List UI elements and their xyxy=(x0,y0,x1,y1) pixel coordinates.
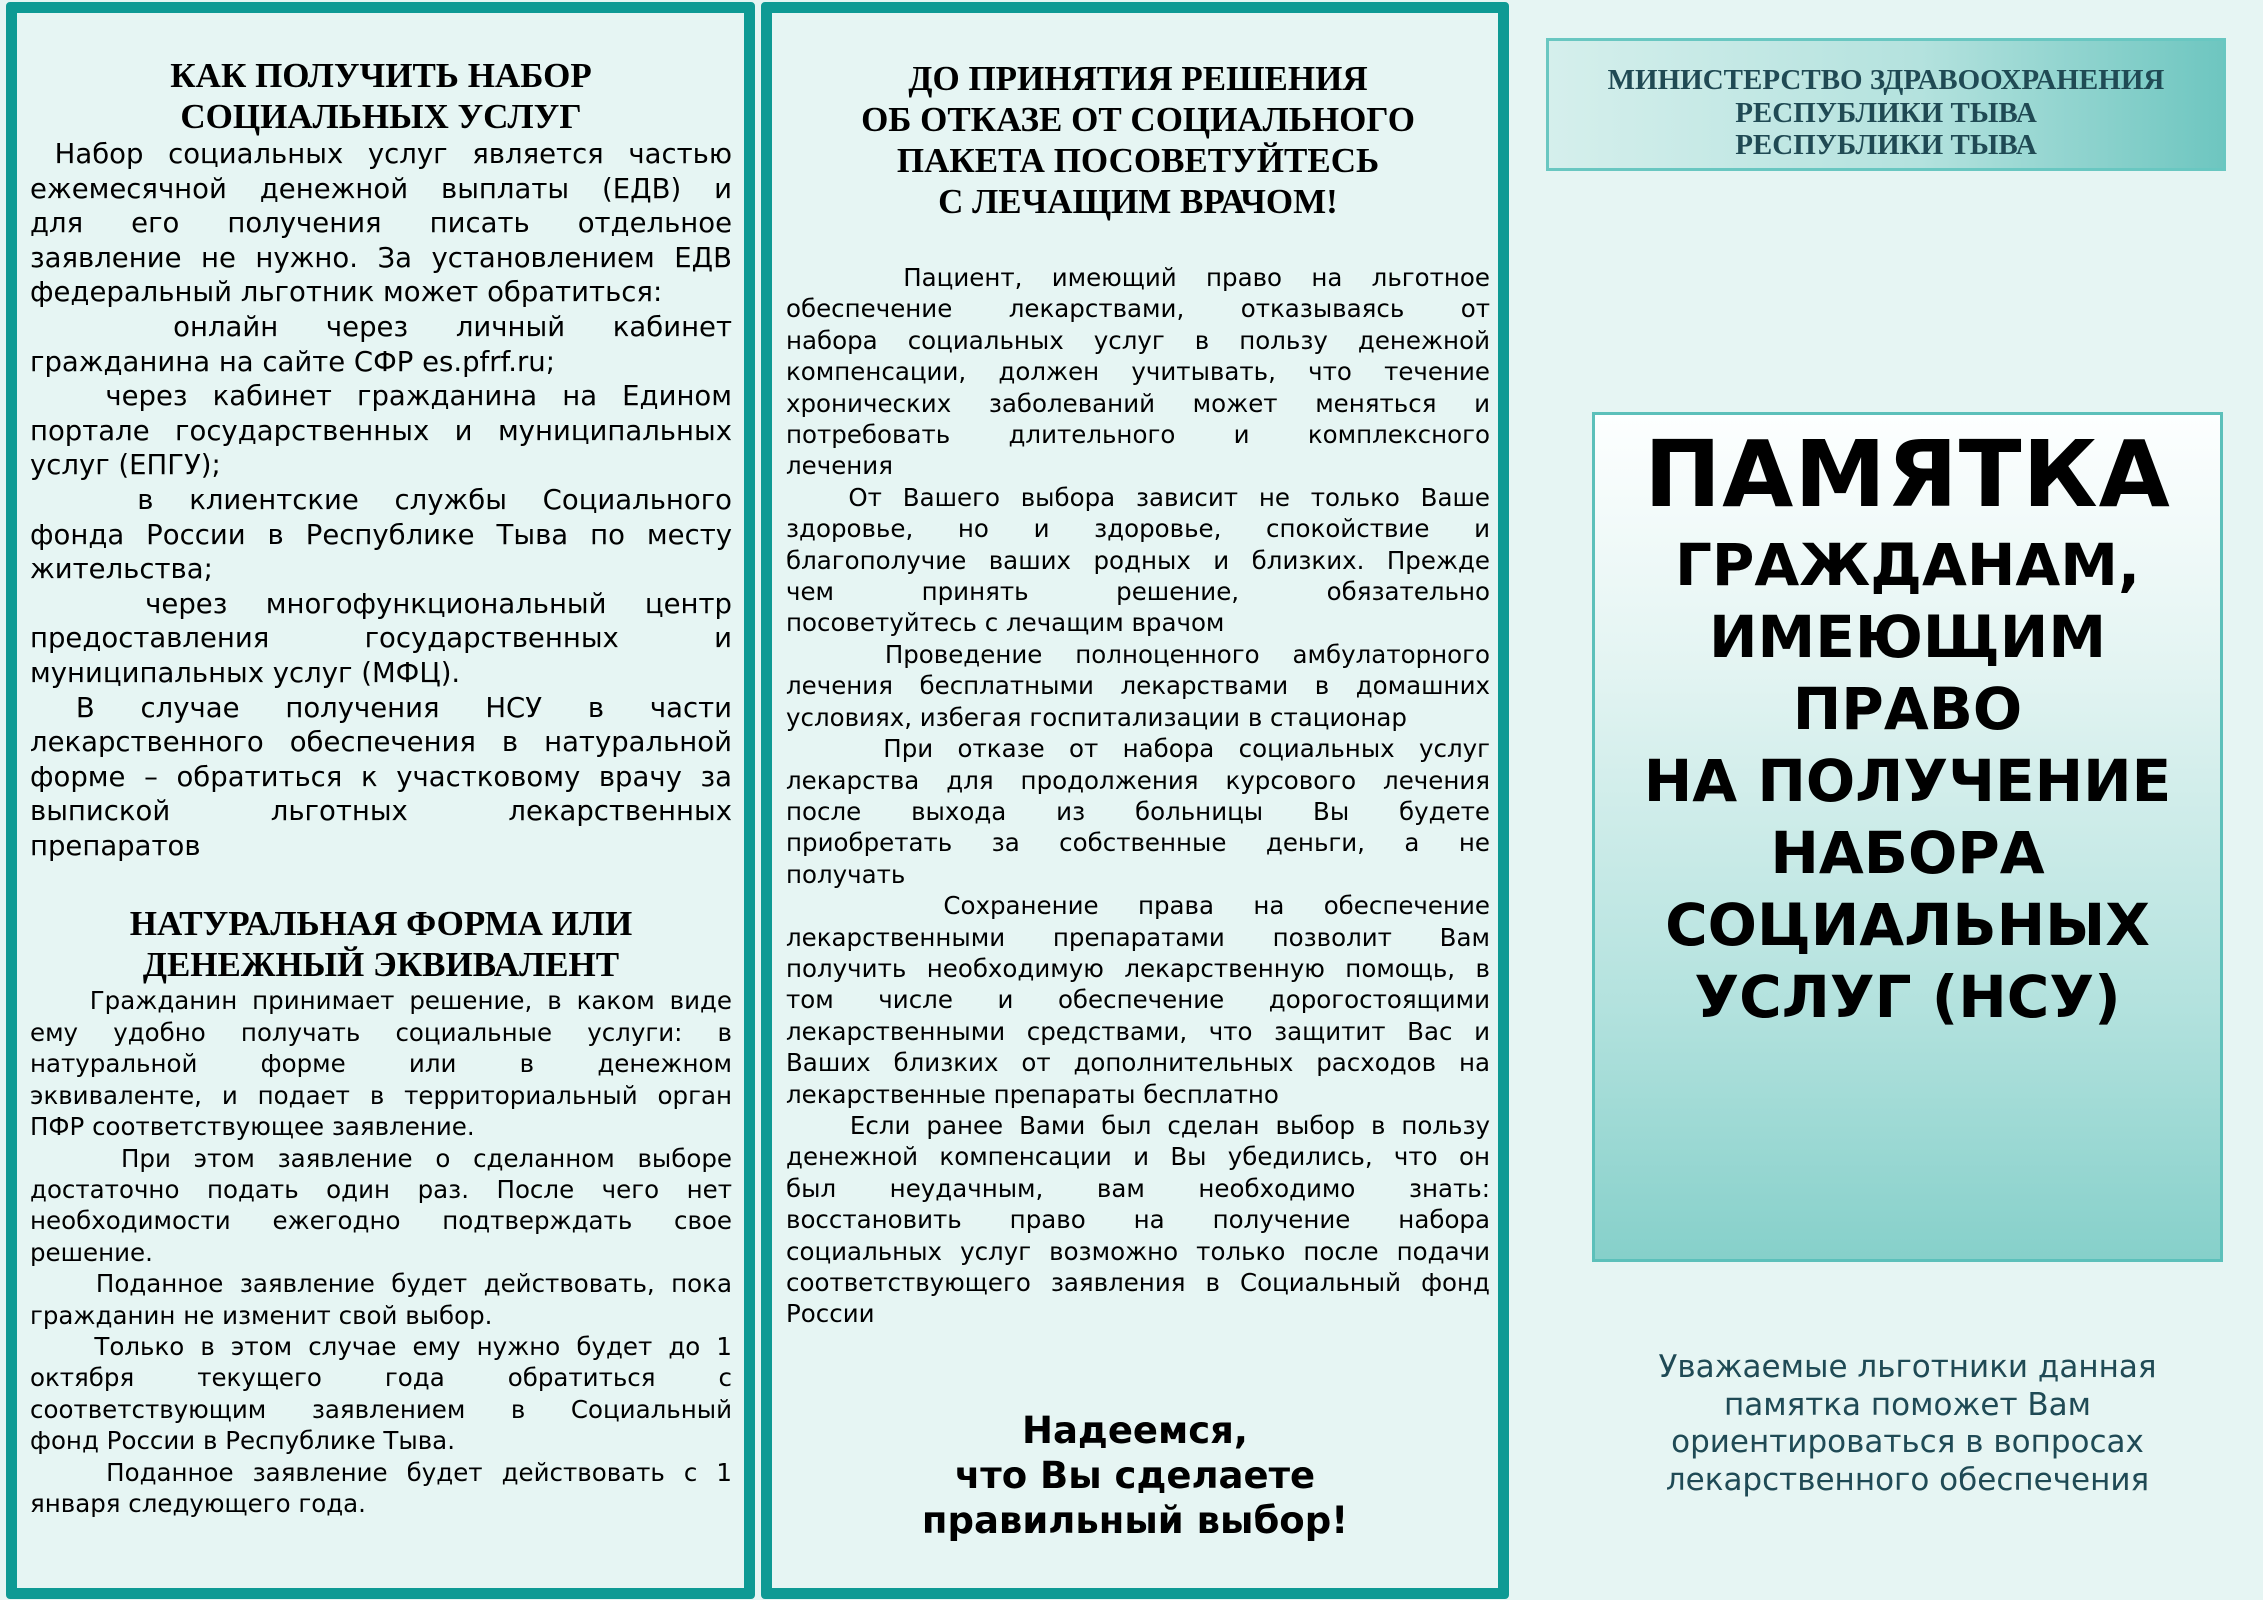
text-line: восстановить право на получение набора xyxy=(786,1205,1490,1235)
closing-line: Надеемся, xyxy=(1022,1409,1248,1452)
text-line: гражданин не изменит свой выбор. xyxy=(30,1300,493,1330)
consult-doctor-text xyxy=(786,262,1490,1330)
text-line: жительства; xyxy=(30,553,213,586)
text-line: Набор социальных услуг является частью xyxy=(30,138,732,170)
text-line: услуг (ЕПГУ); xyxy=(30,449,221,482)
closing-line: правильный выбор! xyxy=(921,1499,1349,1542)
text-line: здоровье, но и здоровье, спокойствие и xyxy=(786,514,1490,544)
text-line: России xyxy=(786,1299,875,1329)
ministry-banner xyxy=(1546,38,2226,171)
heading-line: НАТУРАЛЬНАЯ ФОРМА ИЛИ xyxy=(129,904,633,944)
heading-line: С ЛЕЧАЩИМ ВРАЧОМ! xyxy=(938,182,1338,221)
text-line: портале государственных и муниципальных xyxy=(30,414,732,447)
text-line: фонда России в Республике Тыва по месту xyxy=(30,518,732,551)
text-line: При этом заявление о сделанном выборе xyxy=(30,1143,732,1173)
text-line: Если ранее Вами был сделан выбор в пользу xyxy=(786,1110,1490,1140)
heading-line: ДО ПРИНЯТИЯ РЕШЕНИЯ xyxy=(908,59,1368,98)
text-line: муниципальных услуг (МФЦ). xyxy=(30,656,461,689)
text-line: онлайн через личный кабинет xyxy=(30,310,732,343)
ministry-line: РЕСПУБЛИКИ ТЫВА xyxy=(1735,96,2037,129)
text-line: получить необходимую лекарственную помощь, в xyxy=(786,953,1490,983)
text-line: достаточно подать один раз. После чего нет xyxy=(30,1174,732,1204)
ministry-line: МИНИСТЕРСТВО ЗДРАВООХРАНЕНИЯ xyxy=(1607,64,2165,96)
text-line: Поданное заявление будет действовать, пока xyxy=(30,1269,732,1299)
subtitle-line: ПРАВО xyxy=(1792,675,2023,743)
text-line: От Вашего выбора зависит не только Ваше xyxy=(786,482,1490,512)
note-line: лекарственного обеспечения xyxy=(1665,1461,2150,1498)
text-line: заявление не нужно. За установлением ЕДВ xyxy=(30,241,732,274)
text-line: ему удобно получать социальные услуги: в xyxy=(30,1017,732,1047)
text-line: в клиентские службы Социального xyxy=(30,483,732,516)
note-line: ориентироваться в вопросах xyxy=(1671,1424,2144,1460)
text-line: Сохранение права на обеспечение xyxy=(786,891,1490,921)
text-line: лечения xyxy=(786,451,893,481)
text-line: условиях, избегая госпитализации в стационар xyxy=(786,702,1407,732)
text-line: чем принять решение, обязательно xyxy=(786,577,1490,607)
text-line: января следующего года. xyxy=(30,1488,366,1518)
text-line: Гражданин принимает решение, в каком виде xyxy=(30,986,732,1016)
text-line: том числе и обеспечение дорогостоящими xyxy=(786,985,1490,1015)
text-line: препаратов xyxy=(30,829,201,862)
how-to-get-text xyxy=(30,137,732,863)
text-line: после выхода из больницы Вы будете xyxy=(786,796,1490,826)
closing-message xyxy=(772,1408,1498,1543)
text-line: лекарственными средствами, что защитит Вас и xyxy=(786,1016,1490,1046)
ministry-line: РЕСПУБЛИКИ ТЫВА xyxy=(1735,129,2037,161)
text-line: При отказе от набора социальных услуг xyxy=(786,734,1490,764)
text-line: Поданное заявление будет действовать с 1 xyxy=(30,1457,732,1487)
text-line: федеральный льготник может обратиться: xyxy=(30,276,663,309)
footer-note xyxy=(1592,1349,2223,1499)
subtitle-line: НА ПОЛУЧЕНИЕ xyxy=(1643,747,2172,815)
heading-line: СОЦИАЛЬНЫХ УСЛУГ xyxy=(180,97,582,136)
text-line: был неудачным, вам необходимо знать: xyxy=(786,1173,1490,1203)
text-line: обеспечение лекарствами, отказываясь от xyxy=(786,294,1490,324)
text-line: решение. xyxy=(30,1237,153,1267)
text-line: хронических заболеваний может меняться и xyxy=(786,388,1490,418)
heading-line: ПАКЕТА ПОСОВЕТУЙТЕСЬ xyxy=(896,141,1380,180)
text-line: фонд России в Республике Тыва. xyxy=(30,1426,455,1456)
closing-line: что Вы сделаете xyxy=(954,1454,1316,1497)
text-line: соответствующим заявлением в Социальный xyxy=(30,1394,732,1424)
heading-line: ОБ ОТКАЗЕ ОТ СОЦИАЛЬНОГО xyxy=(861,100,1415,139)
subtitle-line: НАБОРА xyxy=(1770,819,2045,887)
text-line: Только в этом случае ему нужно будет до 1 xyxy=(30,1331,732,1361)
text-line: лекарственного обеспечения в натуральной xyxy=(30,726,732,759)
text-line: Пациент, имеющий право на льготное xyxy=(786,263,1490,292)
text-line: необходимости ежегодно подтверждать свое xyxy=(30,1206,732,1236)
text-line: посоветуйтесь с лечащим врачом xyxy=(786,608,1225,638)
text-line: социальных услуг возможно только после подачи xyxy=(786,1236,1490,1266)
title-box xyxy=(1592,412,2223,1262)
text-line: через многофункциональный центр xyxy=(30,587,732,620)
subtitle-line: ГРАЖДАНАМ, xyxy=(1674,531,2141,599)
text-line: для его получения писать отдельное xyxy=(30,207,732,240)
left-panel xyxy=(6,2,755,1599)
subtitle-line: СОЦИАЛЬНЫХ xyxy=(1665,891,2150,959)
text-line: натуральной форме или в денежном xyxy=(30,1049,732,1079)
heading-line: КАК ПОЛУЧИТЬ НАБОР xyxy=(170,56,592,95)
subtitle-line: ИМЕЮЩИМ xyxy=(1708,603,2107,671)
text-line: лекарственные препараты бесплатно xyxy=(786,1079,1279,1109)
text-line: ПФР соответствующее заявление. xyxy=(30,1112,475,1142)
text-line: Ваших близких от дополнительных расходов на xyxy=(786,1048,1490,1078)
text-line: приобретать за собственные деньги, а не xyxy=(786,828,1490,858)
text-line: лечения бесплатными лекарствами в домашних xyxy=(786,671,1490,701)
text-line: октября текущего года обратиться с xyxy=(30,1363,732,1393)
text-line: благополучие ваших родных и близких. Прежде xyxy=(786,545,1490,575)
text-line: Проведение полноценного амбулаторного xyxy=(786,639,1490,669)
heading-line: ДЕНЕЖНЫЙ ЭКВИВАЛЕНТ xyxy=(142,945,620,985)
text-line: выпиской льготных лекарственных xyxy=(30,795,732,828)
section-heading-natural-form xyxy=(30,903,732,985)
subtitle-line: УСЛУГ (НСУ) xyxy=(1694,963,2121,1031)
section-heading-consult-doctor xyxy=(786,58,1490,222)
note-line: Уважаемые льготники данная xyxy=(1658,1349,2157,1385)
text-line: В случае получения НСУ в части xyxy=(30,691,732,724)
text-line: потребовать длительного и комплексного xyxy=(786,420,1490,450)
natural-form-text xyxy=(30,985,732,1519)
title-subtitle xyxy=(1595,529,2220,1033)
note-line: памятка поможет Вам xyxy=(1723,1386,2092,1423)
text-line: лекарства для продолжения курсового лечения xyxy=(786,765,1490,795)
middle-panel xyxy=(761,2,1509,1599)
text-line: получать xyxy=(786,859,906,889)
section-heading-how-to-get xyxy=(30,55,732,137)
title-main: ПАМЯТКА xyxy=(1644,421,2171,528)
text-line: ежемесячной денежной выплаты (ЕДВ) и xyxy=(30,172,732,205)
text-line: эквиваленте, и подает в территориальный орган xyxy=(30,1080,732,1110)
text-line: через кабинет гражданина на Едином xyxy=(30,380,732,413)
text-line: соответствующего заявления в Социальный фонд xyxy=(786,1268,1490,1297)
text-line: гражданина на сайте СФР es.pfrf.ru; xyxy=(30,345,555,378)
text-line: денежной компенсации и Вы убедились, что он xyxy=(786,1142,1490,1172)
text-line: предоставления государственных и xyxy=(30,622,732,655)
text-line: набора социальных услуг в пользу денежной xyxy=(786,325,1490,355)
text-line: форме – обратиться к участковому врачу за xyxy=(30,760,732,793)
text-line: лекарственными препаратами позволит Вам xyxy=(786,922,1490,952)
text-line: компенсации, должен учитывать, что течение xyxy=(786,357,1490,387)
